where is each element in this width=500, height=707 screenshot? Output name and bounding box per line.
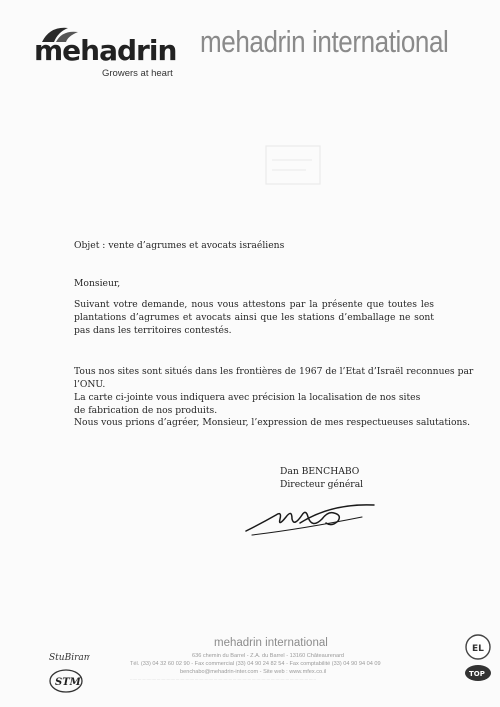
footer-address: 636 chemin du Barrel - Z.A. du Barrel - 13160 Châteaurenard xyxy=(192,653,345,659)
svg-text:EL: EL xyxy=(472,644,484,654)
stm-badge xyxy=(48,668,84,694)
letter-salutation: Monsieur, xyxy=(74,278,121,289)
signatory-title: Directeur général xyxy=(280,479,364,490)
certification-badge xyxy=(463,633,493,683)
company-name-header: mehadrin international xyxy=(200,24,449,59)
svg-text:TOP: TOP xyxy=(469,670,485,678)
svg-text:STM: STM xyxy=(55,677,81,688)
letter-paragraph-3: La carte ci-jointe vous indiquera avec précision la localisation de nos sites de fabrication de nos produits. xyxy=(74,392,421,416)
faint-stamp-mark xyxy=(262,140,324,190)
letter-paragraph-2: Tous nos sites sont situés dans les frontières de 1967 de l’Etat d’Israël reconnues par l’ONU. xyxy=(74,366,474,390)
logo-wordmark: mehadrin xyxy=(34,34,177,67)
svg-text:StuBiram: StuBiram xyxy=(49,653,90,663)
stubiram-badge xyxy=(48,648,90,664)
footer-email-web: benchabo@mehadrin-inter.com - Site web : www.mfex.co.il xyxy=(180,669,327,675)
footer-company-name: mehadrin international xyxy=(214,637,328,649)
handwritten-signature xyxy=(242,493,378,541)
letter-paragraph-1: Suivant votre demande, nous vous attestons par la présente que toutes les plantations d’agrumes et avocats ainsi que les stations d’emballage ne sont pas dans les territoires contestés. xyxy=(74,299,434,336)
letter-object: Objet : vente d’agrumes et avocats israéliens xyxy=(74,240,285,251)
footer-phones: Tél. (33) 04 32 60 02 90 - Fax commercial (33) 04 90 24 82 54 - Fax comptabilité (33) 04 90 94 04 09 xyxy=(130,661,381,667)
letter-paragraph-4: Nous vous prions d’agréer, Monsieur, l’expression de mes respectueuses salutations. xyxy=(74,417,471,428)
signatory-name: Dan BENCHABO xyxy=(280,466,360,477)
footer-legal-line: ………………………………………………………………………………………………………………………………… xyxy=(130,677,317,681)
logo-tagline: Growers at heart xyxy=(102,68,173,79)
